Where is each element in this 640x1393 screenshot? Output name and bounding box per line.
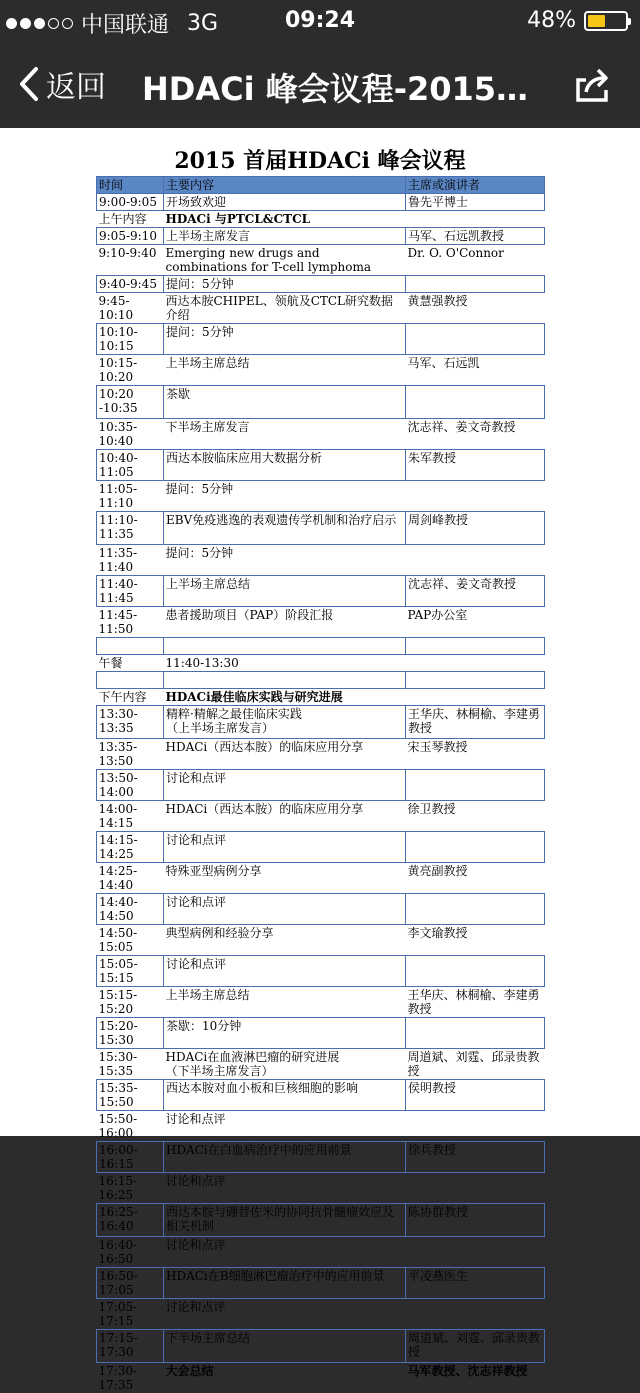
table-row	[97, 987, 545, 1018]
row-speaker	[406, 324, 545, 355]
row-speaker: 王华庆、林桐榆、李建勇教授	[406, 987, 545, 1018]
table-row	[97, 576, 545, 607]
battery-icon	[584, 11, 628, 31]
table-row	[97, 194, 545, 211]
table-row	[97, 1299, 545, 1330]
row-speaker: 黄慧强教授	[406, 293, 545, 324]
row-speaker	[406, 481, 545, 512]
table-row	[97, 706, 545, 739]
header-speaker: 主席或演讲者	[406, 177, 545, 194]
status-bar	[0, 0, 640, 40]
row-content: HDACi（西达本胺）的临床应用分享	[164, 739, 406, 770]
row-speaker	[406, 1237, 545, 1268]
row-content: 上半场主席发言	[164, 228, 406, 245]
row-time: 9:10-9:40	[97, 245, 164, 276]
row-speaker: 王华庆、林桐榆、李建勇教授	[406, 706, 545, 739]
row-time: 11:40-11:45	[97, 576, 164, 607]
table-row	[97, 1237, 545, 1268]
row-content: 下半场主席发言	[164, 419, 406, 450]
table-row	[97, 770, 545, 801]
table-row	[97, 925, 545, 956]
row-speaker	[406, 386, 545, 419]
row-content: HDACi最佳临床实践与研究进展	[164, 689, 406, 706]
table-row	[97, 1330, 545, 1363]
row-speaker: 周剑峰教授	[406, 512, 545, 545]
row-content: HDACi在白血病治疗中的应用前景	[164, 1142, 406, 1173]
table-row	[97, 739, 545, 770]
row-speaker: 马军教授、沈志祥教授	[406, 1363, 545, 1393]
agenda-table	[96, 176, 545, 1393]
table-row	[97, 1204, 545, 1237]
row-content	[164, 638, 406, 655]
row-speaker	[406, 672, 545, 689]
row-content: HDACi（西达本胺）的临床应用分享	[164, 801, 406, 832]
row-speaker	[406, 1299, 545, 1330]
table-row	[97, 355, 545, 386]
table-row	[97, 832, 545, 863]
row-content: HDACi 与PTCL&CTCL	[164, 211, 406, 228]
row-content: 讨论和点评	[164, 1237, 406, 1268]
carrier-label: 中国联通	[81, 8, 169, 39]
row-content: 提问：5分钟	[164, 545, 406, 576]
row-time: 11:35-11:40	[97, 545, 164, 576]
row-content: 讨论和点评	[164, 894, 406, 925]
table-row	[97, 1080, 545, 1111]
row-content: 讨论和点评	[164, 832, 406, 863]
table-row	[97, 228, 545, 245]
row-speaker: 陈协群教授	[406, 1204, 545, 1237]
row-speaker: 朱军教授	[406, 450, 545, 481]
row-speaker: 宋玉琴教授	[406, 739, 545, 770]
row-content: 11:40-13:30	[164, 655, 406, 672]
row-content: 提问：5分钟	[164, 481, 406, 512]
row-speaker: 鲁先平博士	[406, 194, 545, 211]
row-time: 15:05-15:15	[97, 956, 164, 987]
row-speaker	[406, 1111, 545, 1142]
row-time: 15:35-15:50	[97, 1080, 164, 1111]
row-time: 9:05-9:10	[97, 228, 164, 245]
back-button[interactable]	[18, 62, 106, 106]
table-row	[97, 545, 545, 576]
row-speaker	[406, 638, 545, 655]
row-speaker: 周道斌、刘霆、邱录贵教授	[406, 1049, 545, 1080]
table-row	[97, 689, 545, 706]
row-content: 下半场主席总结	[164, 1330, 406, 1363]
table-row	[97, 638, 545, 655]
row-time: 午餐	[97, 655, 164, 672]
table-row	[97, 1049, 545, 1080]
row-time: 15:15-15:20	[97, 987, 164, 1018]
row-speaker: 徐卫教授	[406, 801, 545, 832]
row-content: 提问：5分钟	[164, 324, 406, 355]
row-time: 9:45-10:10	[97, 293, 164, 324]
table-row	[97, 894, 545, 925]
table-row	[97, 324, 545, 355]
header-content: 主要内容	[164, 177, 406, 194]
table-row	[97, 293, 545, 324]
table-row	[97, 450, 545, 481]
row-time: 17:05-17:15	[97, 1299, 164, 1330]
row-time: 14:40-14:50	[97, 894, 164, 925]
row-time: 9:40-9:45	[97, 276, 164, 293]
row-time: 13:35-13:50	[97, 739, 164, 770]
table-row	[97, 801, 545, 832]
row-content: 上半场主席总结	[164, 576, 406, 607]
row-speaker	[406, 655, 545, 672]
row-time: 13:50-14:00	[97, 770, 164, 801]
table-row	[97, 607, 545, 638]
row-content: Emerging new drugs and combinations for T-cell lymphoma	[164, 245, 406, 276]
row-speaker	[406, 956, 545, 987]
row-speaker: 平凌燕医生	[406, 1268, 545, 1299]
row-time: 下午内容	[97, 689, 164, 706]
table-row	[97, 276, 545, 293]
table-row	[97, 1173, 545, 1204]
row-time: 11:05-11:10	[97, 481, 164, 512]
table-row	[97, 863, 545, 894]
row-time: 10:40-11:05	[97, 450, 164, 481]
row-time: 16:25-16:40	[97, 1204, 164, 1237]
row-speaker	[406, 894, 545, 925]
row-content: HDACi在B细胞淋巴瘤治疗中的应用前景	[164, 1268, 406, 1299]
share-button[interactable]	[572, 64, 612, 108]
table-row	[97, 245, 545, 276]
row-content: 讨论和点评	[164, 1299, 406, 1330]
row-speaker	[406, 545, 545, 576]
row-speaker: 徐兵教授	[406, 1142, 545, 1173]
document-title: 2015 首届HDACi 峰会议程	[0, 144, 640, 175]
row-time: 17:30-17:35	[97, 1363, 164, 1393]
row-time: 14:15-14:25	[97, 832, 164, 863]
row-time: 10:20 -10:35	[97, 386, 164, 419]
row-time: 16:00-16:15	[97, 1142, 164, 1173]
share-icon	[572, 64, 612, 104]
row-speaker: 李文瑜教授	[406, 925, 545, 956]
row-time: 14:25-14:40	[97, 863, 164, 894]
row-time: 上午内容	[97, 211, 164, 228]
row-speaker: PAP办公室	[406, 607, 545, 638]
row-content: 讨论和点评	[164, 956, 406, 987]
row-speaker: 马军、石远凯教授	[406, 228, 545, 245]
row-content: 患者援助项目（PAP）阶段汇报	[164, 607, 406, 638]
row-time: 17:15-17:30	[97, 1330, 164, 1363]
table-row	[97, 655, 545, 672]
table-row	[97, 672, 545, 689]
row-content: 典型病例和经验分享	[164, 925, 406, 956]
table-row	[97, 512, 545, 545]
table-row	[97, 1268, 545, 1299]
row-time: 15:30-15:35	[97, 1049, 164, 1080]
table-row	[97, 386, 545, 419]
row-content: 讨论和点评	[164, 1111, 406, 1142]
table-row	[97, 1018, 545, 1049]
row-time	[97, 672, 164, 689]
row-speaker	[406, 770, 545, 801]
row-content: HDACi在血液淋巴瘤的研究进展 （下半场主席发言）	[164, 1049, 406, 1080]
table-row	[97, 1363, 545, 1393]
row-content: 讨论和点评	[164, 770, 406, 801]
row-time: 14:50-15:05	[97, 925, 164, 956]
row-speaker	[406, 1018, 545, 1049]
row-speaker: 沈志祥、姜文奇教授	[406, 419, 545, 450]
row-speaker: 马军、石远凯	[406, 355, 545, 386]
page-title: HDACi 峰会议程-2015…	[142, 64, 552, 110]
row-content: 西达本胺临床应用大数据分析	[164, 450, 406, 481]
chevron-left-icon	[18, 66, 40, 102]
status-right	[527, 8, 628, 33]
row-time: 10:10-10:15	[97, 324, 164, 355]
navigation-bar	[0, 40, 640, 128]
row-time: 15:20-15:30	[97, 1018, 164, 1049]
table-row	[97, 211, 545, 228]
row-time: 16:50-17:05	[97, 1268, 164, 1299]
row-speaker: 侯明教授	[406, 1080, 545, 1111]
row-content: 西达本胺CHIPEL、领航及CTCL研究数据介绍	[164, 293, 406, 324]
row-content: 精粹·精解之最佳临床实践 （上半场主席发言）	[164, 706, 406, 739]
row-speaker	[406, 211, 545, 228]
row-content: 西达本胺对血小板和巨核细胞的影响	[164, 1080, 406, 1111]
table-row	[97, 481, 545, 512]
row-content: 西达本胺与硼替佐米的协同抗骨髓瘤效应及相关机制	[164, 1204, 406, 1237]
row-content: EBV免疫逃逸的表观遗传学机制和治疗启示	[164, 512, 406, 545]
row-speaker	[406, 276, 545, 293]
row-time: 13:30-13:35	[97, 706, 164, 739]
row-time: 10:15-10:20	[97, 355, 164, 386]
row-content: 上半场主席总结	[164, 987, 406, 1018]
row-speaker: 黄亮副教授	[406, 863, 545, 894]
row-content: 特殊亚型病例分享	[164, 863, 406, 894]
table-row	[97, 1142, 545, 1173]
table-header	[97, 177, 545, 194]
battery-percent: 48%	[527, 8, 576, 33]
header-time: 时间	[97, 177, 164, 194]
row-time: 14:00-14:15	[97, 801, 164, 832]
row-content: 上半场主席总结	[164, 355, 406, 386]
row-speaker: 沈志祥、姜文奇教授	[406, 576, 545, 607]
row-content: 讨论和点评	[164, 1173, 406, 1204]
row-time: 11:45-11:50	[97, 607, 164, 638]
row-content: 茶歇	[164, 386, 406, 419]
row-content: 开场致欢迎	[164, 194, 406, 211]
row-content: 茶歇：10分钟	[164, 1018, 406, 1049]
table-row	[97, 1111, 545, 1142]
row-speaker	[406, 689, 545, 706]
table-row	[97, 419, 545, 450]
table-row	[97, 956, 545, 987]
document-view[interactable]	[0, 128, 640, 1136]
row-time: 15:50-16:00	[97, 1111, 164, 1142]
row-time: 10:35-10:40	[97, 419, 164, 450]
row-time: 11:10-11:35	[97, 512, 164, 545]
row-speaker: Dr. O. O'Connor	[406, 245, 545, 276]
network-label: 3G	[187, 11, 218, 36]
row-speaker	[406, 832, 545, 863]
back-label: 返回	[46, 62, 106, 106]
row-time: 16:15-16:25	[97, 1173, 164, 1204]
row-time: 9:00-9:05	[97, 194, 164, 211]
row-content	[164, 672, 406, 689]
status-time: 09:24	[0, 8, 640, 33]
row-time: 16:40-16:50	[97, 1237, 164, 1268]
row-speaker: 周道斌、刘霆、邱录贵教授	[406, 1330, 545, 1363]
row-speaker	[406, 1173, 545, 1204]
row-time	[97, 638, 164, 655]
row-content: 提问：5分钟	[164, 276, 406, 293]
row-content: 大会总结	[164, 1363, 406, 1393]
